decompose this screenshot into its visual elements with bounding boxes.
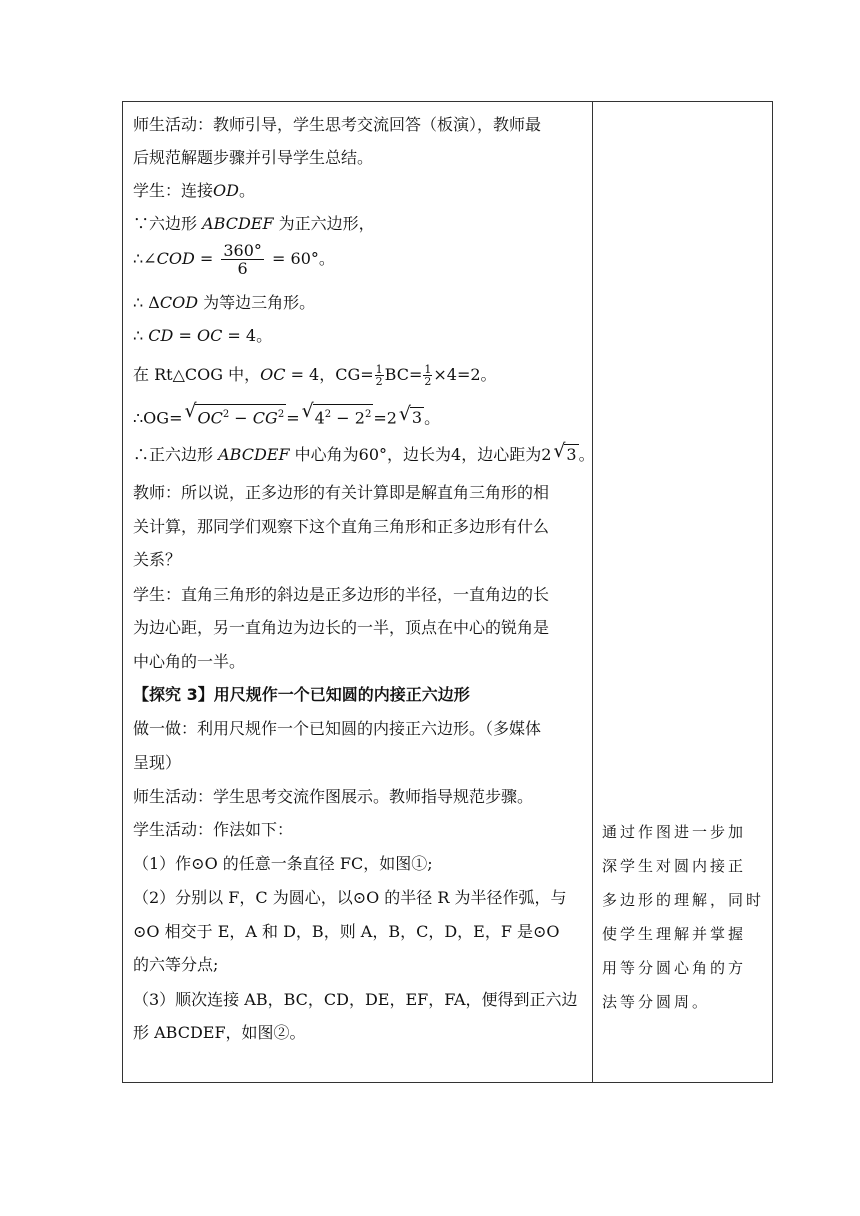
text-span: − 2 <box>331 408 365 428</box>
text-span: = <box>199 249 214 268</box>
fraction <box>375 364 384 387</box>
text-line: （3）顺次连接 AB，BC，CD，DE，EF，FA，便得到正六边 <box>133 990 578 1009</box>
text-line: 关计算，那同学们观察下这个直角三角形和正多边形有什么 <box>133 517 550 536</box>
text-span: = 4。 <box>227 326 273 345</box>
note-line: 使学生理解并掌握 <box>602 925 747 943</box>
text-span: = 4，CG= <box>290 365 374 384</box>
denominator: 2 <box>424 375 432 388</box>
text-span: ∴ Δ <box>133 293 160 312</box>
numerator: 1 <box>375 363 383 376</box>
denominator: 6 <box>237 259 248 278</box>
text-span: ×4=2。 <box>433 365 497 384</box>
text-span: 。 <box>578 445 595 464</box>
text-span: =2 <box>373 408 397 428</box>
text-line: 教师：所以说，正多边形的有关计算即是解直角三角形的相 <box>133 483 550 502</box>
text-line: 为边心距，另一直角边为边长的一半，顶点在中心的锐角是 <box>133 618 550 637</box>
text-line: 中心角的一半。 <box>133 652 246 671</box>
text-line: 学生活动：作法如下： <box>133 820 294 839</box>
sqrt <box>302 404 374 428</box>
text-line: 后规范解题步骤并引导学生总结。 <box>133 148 374 167</box>
note-line: 多边形的理解，同时 <box>602 891 765 909</box>
text-line: 师生活动：教师引导，学生思考交流回答（板演），教师最 <box>133 115 542 134</box>
math-var: − CG <box>229 408 278 428</box>
text-line: 呈现） <box>133 753 182 772</box>
math-var: CD <box>148 326 174 345</box>
text-line <box>133 326 272 346</box>
text-span: 学生：连接 <box>133 181 214 200</box>
exponent: 2 <box>324 409 332 420</box>
numerator: 360° <box>223 241 262 260</box>
formula-angle-cod <box>133 242 335 277</box>
numerator: 1 <box>424 363 432 376</box>
text-span: ∴∠ <box>133 249 157 268</box>
text-span: 为正六边形， <box>278 214 375 233</box>
sqrt <box>399 407 424 428</box>
text-line: （2）分别以 F，C 为圆心，以⊙O 的半径 R 为半径作弧，与 <box>133 888 567 907</box>
text-line <box>133 214 375 234</box>
text-span: ∴正六边形 <box>133 445 214 464</box>
text-line: ⊙O 相交于 E，A 和 D，B，则 A，B，C，D，E，F 是⊙O <box>133 922 560 941</box>
text-span: BC= <box>384 365 423 384</box>
text-span: 为等边三角形。 <box>203 293 316 312</box>
column-divider <box>592 102 593 1082</box>
math-var: OC <box>196 326 223 345</box>
text-line: 关系？ <box>133 550 182 569</box>
content-table <box>122 101 773 1083</box>
text-span: ∴ <box>133 326 144 345</box>
exponent: 2 <box>222 409 230 420</box>
text-line: 形 ABCDEF，如图②。 <box>133 1023 306 1042</box>
math-var: ABCDEF <box>202 214 274 233</box>
text-line: 的六等分点; <box>133 955 219 974</box>
text-span: = 60°。 <box>272 249 335 268</box>
denominator: 2 <box>375 375 383 388</box>
note-line: 法等分圆周。 <box>602 993 711 1011</box>
text-line <box>133 181 255 201</box>
math-var: ABCDEF <box>218 445 290 464</box>
sqrt <box>553 444 578 465</box>
math-var: OC <box>197 408 223 428</box>
text-span: 在 Rt△COG 中， <box>133 365 261 384</box>
text-line: 师生活动：学生思考交流作图展示。教师指导规范步骤。 <box>133 787 534 806</box>
text-span: ∵六边形 <box>133 214 198 233</box>
text-span: 。 <box>424 408 441 428</box>
note-line: 通过作图进一步加 <box>602 823 747 841</box>
text-line: （1）作⊙O 的任意一条直径 FC，如图①; <box>133 854 433 873</box>
fraction <box>221 242 264 277</box>
text-span: 。 <box>238 181 255 200</box>
math-var: OC <box>260 365 286 384</box>
text-span: 中心角为60°，边长为4，边心距为2 <box>294 445 552 464</box>
section-heading: 【探究 3】用尺规作一个已知圆的内接正六边形 <box>133 685 470 704</box>
text-line <box>133 293 315 313</box>
text-line: 学生：直角三角形的斜边是正多边形的半径，一直角边的长 <box>133 585 550 604</box>
text-line: 做一做：利用尺规作一个已知圆的内接正六边形。（多媒体 <box>133 719 542 738</box>
note-line: 深学生对圆内接正 <box>602 857 747 875</box>
text-line <box>133 444 595 465</box>
exponent: 2 <box>277 409 285 420</box>
exponent: 2 <box>364 409 372 420</box>
fraction <box>423 364 432 387</box>
note-line: 用等分圆心角的方 <box>602 959 747 977</box>
text-span: = <box>286 408 300 428</box>
math-var: COD <box>159 293 199 312</box>
radicand: 3 <box>411 408 423 428</box>
formula-cg <box>133 364 497 387</box>
sqrt <box>184 404 286 428</box>
text-span: ∴OG= <box>133 408 183 428</box>
formula-og <box>133 404 440 428</box>
text-span: = <box>178 326 192 345</box>
radicand: 3 <box>566 445 577 464</box>
math-var: COD <box>156 249 195 268</box>
text-span: 4 <box>314 408 325 428</box>
math-var: OD <box>213 181 239 200</box>
